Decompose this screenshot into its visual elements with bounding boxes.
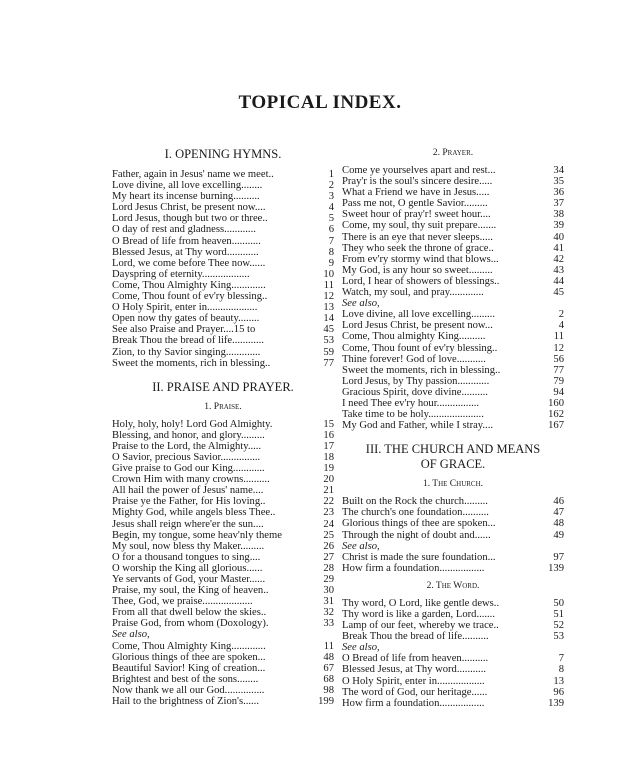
index-entry: [342, 507, 564, 518]
hymn-title: From ev'ry stormy wind that blows...: [342, 253, 499, 265]
right-column: [342, 148, 564, 709]
hymn-title: Crown Him with many crowns..........: [112, 474, 270, 486]
hymn-title: Lamp of our feet, whereby we trace..: [342, 620, 499, 632]
section-church-heading-line2: OF GRACE.: [420, 457, 486, 472]
hymn-number: 96: [553, 686, 564, 698]
index-entry: [342, 552, 564, 563]
hymn-number: 34: [553, 165, 564, 176]
hymn-title: Now thank we all our God...............: [112, 684, 265, 696]
hymn-number: 25: [323, 529, 334, 541]
hymn-title: Begin, my tongue, some heav'nly theme: [112, 529, 282, 541]
hymn-number: 139: [548, 697, 564, 709]
prayer-list: [342, 165, 564, 298]
hymn-number: 7: [558, 653, 564, 665]
hymn-number: 41: [553, 242, 564, 254]
hymn-title: I need Thee ev'ry hour................: [342, 397, 480, 409]
hymn-number: 26: [323, 540, 334, 552]
index-entry: [112, 652, 334, 663]
hymn-number: 7: [328, 235, 334, 247]
hymn-number: 44: [553, 275, 564, 287]
hymn-title: Brightest and best of the sons........: [112, 673, 259, 685]
index-entry: [112, 191, 334, 202]
index-entry: [342, 563, 564, 574]
church-list: [342, 496, 564, 540]
index-entry: [342, 198, 564, 209]
hymn-number: 30: [323, 585, 334, 597]
hymn-number: 47: [553, 507, 564, 519]
church-see-also-list: [342, 552, 564, 574]
hymn-number: 23: [323, 507, 334, 519]
hymn-title: Through the night of doubt and......: [342, 529, 491, 541]
hymn-number: 98: [323, 684, 334, 696]
index-entry: [112, 302, 334, 313]
index-entry: [342, 598, 564, 609]
index-entry: [342, 287, 564, 298]
index-entry: [342, 254, 564, 265]
index-entry: [112, 247, 334, 258]
hymn-number: 2: [558, 309, 564, 321]
subsection-prayer-heading: 2. Prayer.: [432, 148, 474, 158]
hymn-title: See also Praise and Prayer....15 to: [112, 324, 256, 336]
hymn-number: 13: [323, 302, 334, 314]
hymn-number: 14: [323, 313, 334, 325]
index-entry: [112, 541, 334, 552]
hymn-number: 67: [323, 662, 334, 674]
hymn-number: 31: [323, 596, 334, 608]
index-entry: [342, 276, 564, 287]
index-entry: [342, 187, 564, 198]
hymn-title: Pass me not, O gentle Savior.........: [342, 198, 488, 210]
index-entry: [342, 420, 564, 431]
index-entry: [112, 452, 334, 463]
index-entry: [342, 176, 564, 187]
hymn-title: From all that dwell below the skies..: [112, 607, 267, 619]
hymn-number: 45: [553, 287, 564, 299]
index-entry: [342, 687, 564, 698]
word-list: [342, 598, 564, 642]
index-entry: [112, 347, 334, 358]
hymn-title: Come, Thou fount of ev'ry blessing..: [342, 342, 498, 354]
hymn-number: 19: [323, 463, 334, 475]
index-entry: [112, 685, 334, 696]
index-entry: [342, 365, 564, 376]
hymn-number: 97: [553, 551, 564, 563]
section-praise-prayer-heading: II. PRAISE AND PRAYER.: [152, 379, 294, 394]
hymn-number: 68: [323, 673, 334, 685]
hymn-number: 160: [548, 397, 564, 409]
hymn-title: Praise God, from whom (Doxology).: [112, 618, 269, 630]
hymn-title: My heart its incense burning..........: [112, 191, 260, 203]
hymn-title: Lord Jesus, by Thy passion............: [342, 375, 490, 387]
index-entry: [342, 387, 564, 398]
hymn-title: O Savior, precious Savior...............: [112, 451, 261, 463]
hymn-number: 11: [323, 279, 334, 291]
index-entry: [342, 609, 564, 620]
index-entry: [342, 664, 564, 675]
hymn-title: Ye servants of God, your Master......: [112, 574, 266, 585]
index-entry: [342, 398, 564, 409]
hymn-number: 13: [553, 675, 564, 687]
hymn-title: Come, Thou fount of ev'ry blessing..: [112, 291, 268, 303]
hymn-title: Sweet the moments, rich in blessing..: [112, 357, 271, 369]
hymn-number: 48: [553, 518, 564, 530]
index-entry: [112, 607, 334, 618]
index-entry: [112, 236, 334, 247]
hymn-title: Come, Thou Almighty King.............: [112, 279, 266, 291]
hymn-number: 42: [553, 253, 564, 265]
hymn-title: Glorious things of thee are spoken...: [342, 518, 496, 530]
index-entry: [112, 618, 334, 629]
index-entry: [112, 213, 334, 224]
index-entry: [112, 313, 334, 324]
hymn-title: What a Friend we have in Jesus.....: [342, 187, 490, 199]
hymn-number: 139: [548, 562, 564, 574]
hymn-number: 77: [323, 357, 334, 369]
word-see-also-list: [342, 653, 564, 708]
index-entry: [112, 291, 334, 302]
praise-see-also-list: [112, 641, 334, 708]
hymn-number: 8: [328, 246, 334, 258]
hymn-title: Come, Thou Almighty King.............: [112, 640, 266, 652]
hymn-number: 20: [323, 474, 334, 486]
hymn-title: Blessing, and honor, and glory.........: [112, 429, 265, 441]
index-entry: [112, 641, 334, 652]
index-entry: [342, 343, 564, 354]
hymn-title: Father, again in Jesus' name we meet..: [112, 169, 274, 180]
hymn-number: 94: [553, 386, 564, 398]
hymn-number: 2: [328, 180, 334, 192]
hymn-number: 52: [553, 620, 564, 632]
index-entry: [342, 243, 564, 254]
index-entry: [112, 324, 334, 335]
index-entry: [342, 620, 564, 631]
subsection-church-heading: 1. The Church.: [422, 479, 484, 490]
index-entry: [342, 496, 564, 507]
index-entry: [342, 220, 564, 231]
hymn-number: 16: [323, 429, 334, 441]
hymn-number: 12: [553, 342, 564, 354]
hymn-title: How firm a foundation.................: [342, 562, 485, 574]
index-entry: [112, 258, 334, 269]
index-entry: [112, 696, 334, 707]
index-entry: [342, 409, 564, 420]
hymn-title: Sweet hour of pray'r! sweet hour....: [342, 209, 491, 221]
hymn-title: They who seek the throne of grace..: [342, 242, 494, 254]
index-entry: [112, 180, 334, 191]
hymn-number: 33: [323, 618, 334, 630]
prayer-see-also-list: [342, 309, 564, 431]
hymn-number: 50: [553, 597, 564, 609]
index-entry: [342, 331, 564, 342]
index-entry: [112, 202, 334, 213]
index-entry: [112, 419, 334, 430]
index-entry: [342, 676, 564, 687]
hymn-number: 38: [553, 209, 564, 221]
index-entry: [112, 280, 334, 291]
hymn-title: O Bread of life from heaven...........: [112, 235, 261, 247]
hymn-title: Jesus shall reign where'er the sun....: [112, 518, 264, 530]
hymn-title: All hail the power of Jesus' name....: [112, 485, 264, 497]
index-entry: [342, 518, 564, 529]
hymn-title: O for a thousand tongues to sing....: [112, 551, 261, 563]
index-entry: [112, 596, 334, 607]
hymn-number: 43: [553, 264, 564, 276]
hymn-title: O day of rest and gladness............: [112, 224, 256, 236]
section-opening-hymns-heading: I. OPENING HYMNS.: [164, 147, 282, 161]
section-church-heading-line1: III. THE CHURCH AND MEANS: [365, 442, 541, 457]
index-entry: [112, 574, 334, 585]
hymn-number: 51: [553, 609, 564, 620]
index-entry: [112, 430, 334, 441]
hymn-number: 48: [323, 651, 334, 663]
hymn-number: 4: [558, 320, 564, 332]
hymn-title: Sweet the moments, rich in blessing..: [342, 364, 501, 376]
hymn-number: 36: [553, 187, 564, 199]
hymn-title: Pray'r is the soul's sincere desire.....: [342, 176, 493, 188]
praise-list: [112, 419, 334, 630]
hymn-number: 45: [323, 324, 334, 336]
hymn-title: The word of God, our heritage......: [342, 686, 488, 698]
hymn-title: Thy word, O Lord, like gentle dews..: [342, 597, 500, 609]
hymn-title: Thine forever! God of love...........: [342, 353, 486, 365]
index-entry: [342, 165, 564, 176]
index-entry: [112, 335, 334, 346]
index-entry: [342, 232, 564, 243]
hymn-number: 53: [323, 335, 334, 347]
see-also-label: See also,: [342, 642, 380, 654]
hymn-title: Hail to the brightness of Zion's......: [112, 696, 259, 708]
hymn-number: 40: [553, 231, 564, 243]
hymn-title: Christ is made the sure foundation...: [342, 551, 496, 563]
index-entry: [342, 698, 564, 709]
hymn-title: O Holy Spirit, enter in..................: [342, 675, 485, 687]
hymn-title: Come ye yourselves apart and rest...: [342, 165, 496, 176]
hymn-number: 6: [328, 224, 334, 236]
hymn-number: 46: [553, 496, 564, 508]
hymn-number: 59: [323, 346, 334, 358]
hymn-number: 21: [323, 485, 334, 497]
hymn-title: My God, is any hour so sweet.........: [342, 264, 493, 276]
index-entry: [112, 441, 334, 452]
hymn-number: 4: [328, 202, 334, 214]
subsection-praise-heading: 1. Praise.: [204, 401, 242, 412]
index-entry: [342, 530, 564, 541]
hymn-title: Praise ye the Father, for His loving..: [112, 496, 266, 508]
hymn-title: Watch, my soul, and pray.............: [342, 287, 484, 299]
index-entry: [342, 309, 564, 320]
index-entry: [112, 269, 334, 280]
hymn-number: 167: [548, 420, 564, 432]
index-entry: [342, 354, 564, 365]
hymn-number: 27: [323, 551, 334, 563]
index-entry: [342, 209, 564, 220]
index-entry: [112, 463, 334, 474]
hymn-number: 28: [323, 562, 334, 574]
hymn-number: 22: [323, 496, 334, 508]
hymn-number: 5: [328, 213, 334, 225]
see-also-label: See also,: [112, 629, 150, 641]
hymn-title: My soul, now bless thy Maker.........: [112, 540, 265, 552]
hymn-number: 10: [323, 268, 334, 280]
see-also-label: See also,: [342, 540, 380, 552]
hymn-number: 3: [328, 191, 334, 203]
hymn-number: 17: [323, 440, 334, 452]
hymn-title: O Bread of life from heaven..........: [342, 653, 489, 665]
index-entry: [342, 631, 564, 642]
index-entry: [342, 320, 564, 331]
hymn-number: 29: [323, 574, 334, 585]
hymn-number: 8: [558, 664, 564, 676]
hymn-title: My God and Father, while I stray....: [342, 420, 493, 432]
hymn-title: Thee, God, we praise...................: [112, 596, 253, 608]
hymn-number: 11: [323, 640, 334, 652]
index-entry: [112, 485, 334, 496]
hymn-title: Lord, we come before Thee now......: [112, 257, 266, 269]
page-title: TOPICAL INDEX.: [238, 92, 402, 113]
hymn-title: Mighty God, while angels bless Thee..: [112, 507, 276, 519]
index-entry: [342, 265, 564, 276]
hymn-number: 77: [553, 364, 564, 376]
index-entry: [112, 507, 334, 518]
hymn-title: Take time to be holy.....................: [342, 409, 484, 421]
opening-hymns-list: [112, 169, 334, 369]
hymn-title: Holy, holy, holy! Lord God Almighty.: [112, 418, 273, 430]
hymn-number: 9: [328, 257, 334, 269]
hymn-title: Lord Jesus, though but two or three..: [112, 213, 268, 225]
hymn-number: 39: [553, 220, 564, 232]
index-entry: [112, 519, 334, 530]
index-entry: [112, 169, 334, 180]
hymn-title: Lord, I hear of showers of blessings..: [342, 275, 500, 287]
hymn-title: There is an eye that never sleeps.....: [342, 231, 493, 243]
hymn-title: Love divine, all love excelling........: [112, 180, 263, 192]
index-entry: [112, 563, 334, 574]
hymn-title: Blessed Jesus, at Thy word...........: [342, 664, 486, 676]
hymn-title: Lord Jesus Christ, be present now....: [112, 202, 266, 214]
index-entry: [112, 530, 334, 541]
hymn-title: Glorious things of thee are spoken...: [112, 651, 266, 663]
hymn-title: Come, my soul, thy suit prepare.......: [342, 220, 497, 232]
hymn-title: Thy word is like a garden, Lord.......: [342, 609, 495, 620]
hymn-number: 49: [553, 529, 564, 541]
hymn-title: O Holy Spirit, enter in...................: [112, 302, 258, 314]
index-entry: [112, 474, 334, 485]
hymn-number: 35: [553, 176, 564, 188]
hymn-number: 11: [553, 331, 564, 343]
hymn-number: 12: [323, 291, 334, 303]
hymn-title: Praise, my soul, the King of heaven..: [112, 585, 269, 597]
hymn-number: 199: [318, 696, 334, 708]
index-entry: [112, 674, 334, 685]
hymn-title: Dayspring of eternity..................: [112, 268, 250, 280]
hymn-number: 32: [323, 607, 334, 619]
hymn-title: Break Thou the bread of life..........: [342, 631, 489, 643]
hymn-number: 79: [553, 375, 564, 387]
hymn-title: Beautiful Savior! King of creation...: [112, 662, 266, 674]
subsection-word-heading: 2. The Word.: [426, 580, 480, 591]
index-entry: [112, 585, 334, 596]
hymn-title: Lord Jesus Christ, be present now...: [342, 320, 493, 332]
hymn-title: Blessed Jesus, at Thy word............: [112, 246, 259, 258]
index-entry: [342, 653, 564, 664]
left-column: [112, 148, 334, 707]
index-entry: [342, 376, 564, 387]
hymn-number: 37: [553, 198, 564, 210]
hymn-title: Give praise to God our King............: [112, 463, 265, 475]
hymn-title: Gracious Spirit, dove divine..........: [342, 386, 488, 398]
hymn-title: O worship the King all glorious......: [112, 562, 263, 574]
hymn-title: Break Thou the bread of life............: [112, 335, 264, 347]
index-entry: [112, 358, 334, 369]
hymn-title: The church's one foundation..........: [342, 507, 489, 519]
hymn-number: 24: [323, 518, 334, 530]
index-entry: [112, 496, 334, 507]
hymn-number: 1: [328, 169, 334, 180]
hymn-title: Come, Thou almighty King..........: [342, 331, 486, 343]
hymn-title: Zion, to thy Savior singing.............: [112, 346, 261, 358]
hymn-number: 18: [323, 451, 334, 463]
index-entry: [112, 663, 334, 674]
see-also-label: See also,: [342, 298, 380, 310]
index-entry: [112, 552, 334, 563]
hymn-number: 56: [553, 353, 564, 365]
hymn-title: How firm a foundation.................: [342, 697, 485, 709]
hymn-number: 15: [323, 418, 334, 430]
hymn-number: 162: [548, 409, 564, 421]
hymn-title: Praise to the Lord, the Almighty.....: [112, 440, 262, 452]
index-entry: [112, 224, 334, 235]
hymn-title: Built on the Rock the church.........: [342, 496, 488, 508]
hymn-number: 53: [553, 631, 564, 643]
hymn-title: Love divine, all love excelling.........: [342, 309, 495, 321]
hymn-title: Open now thy gates of beauty........: [112, 313, 260, 325]
